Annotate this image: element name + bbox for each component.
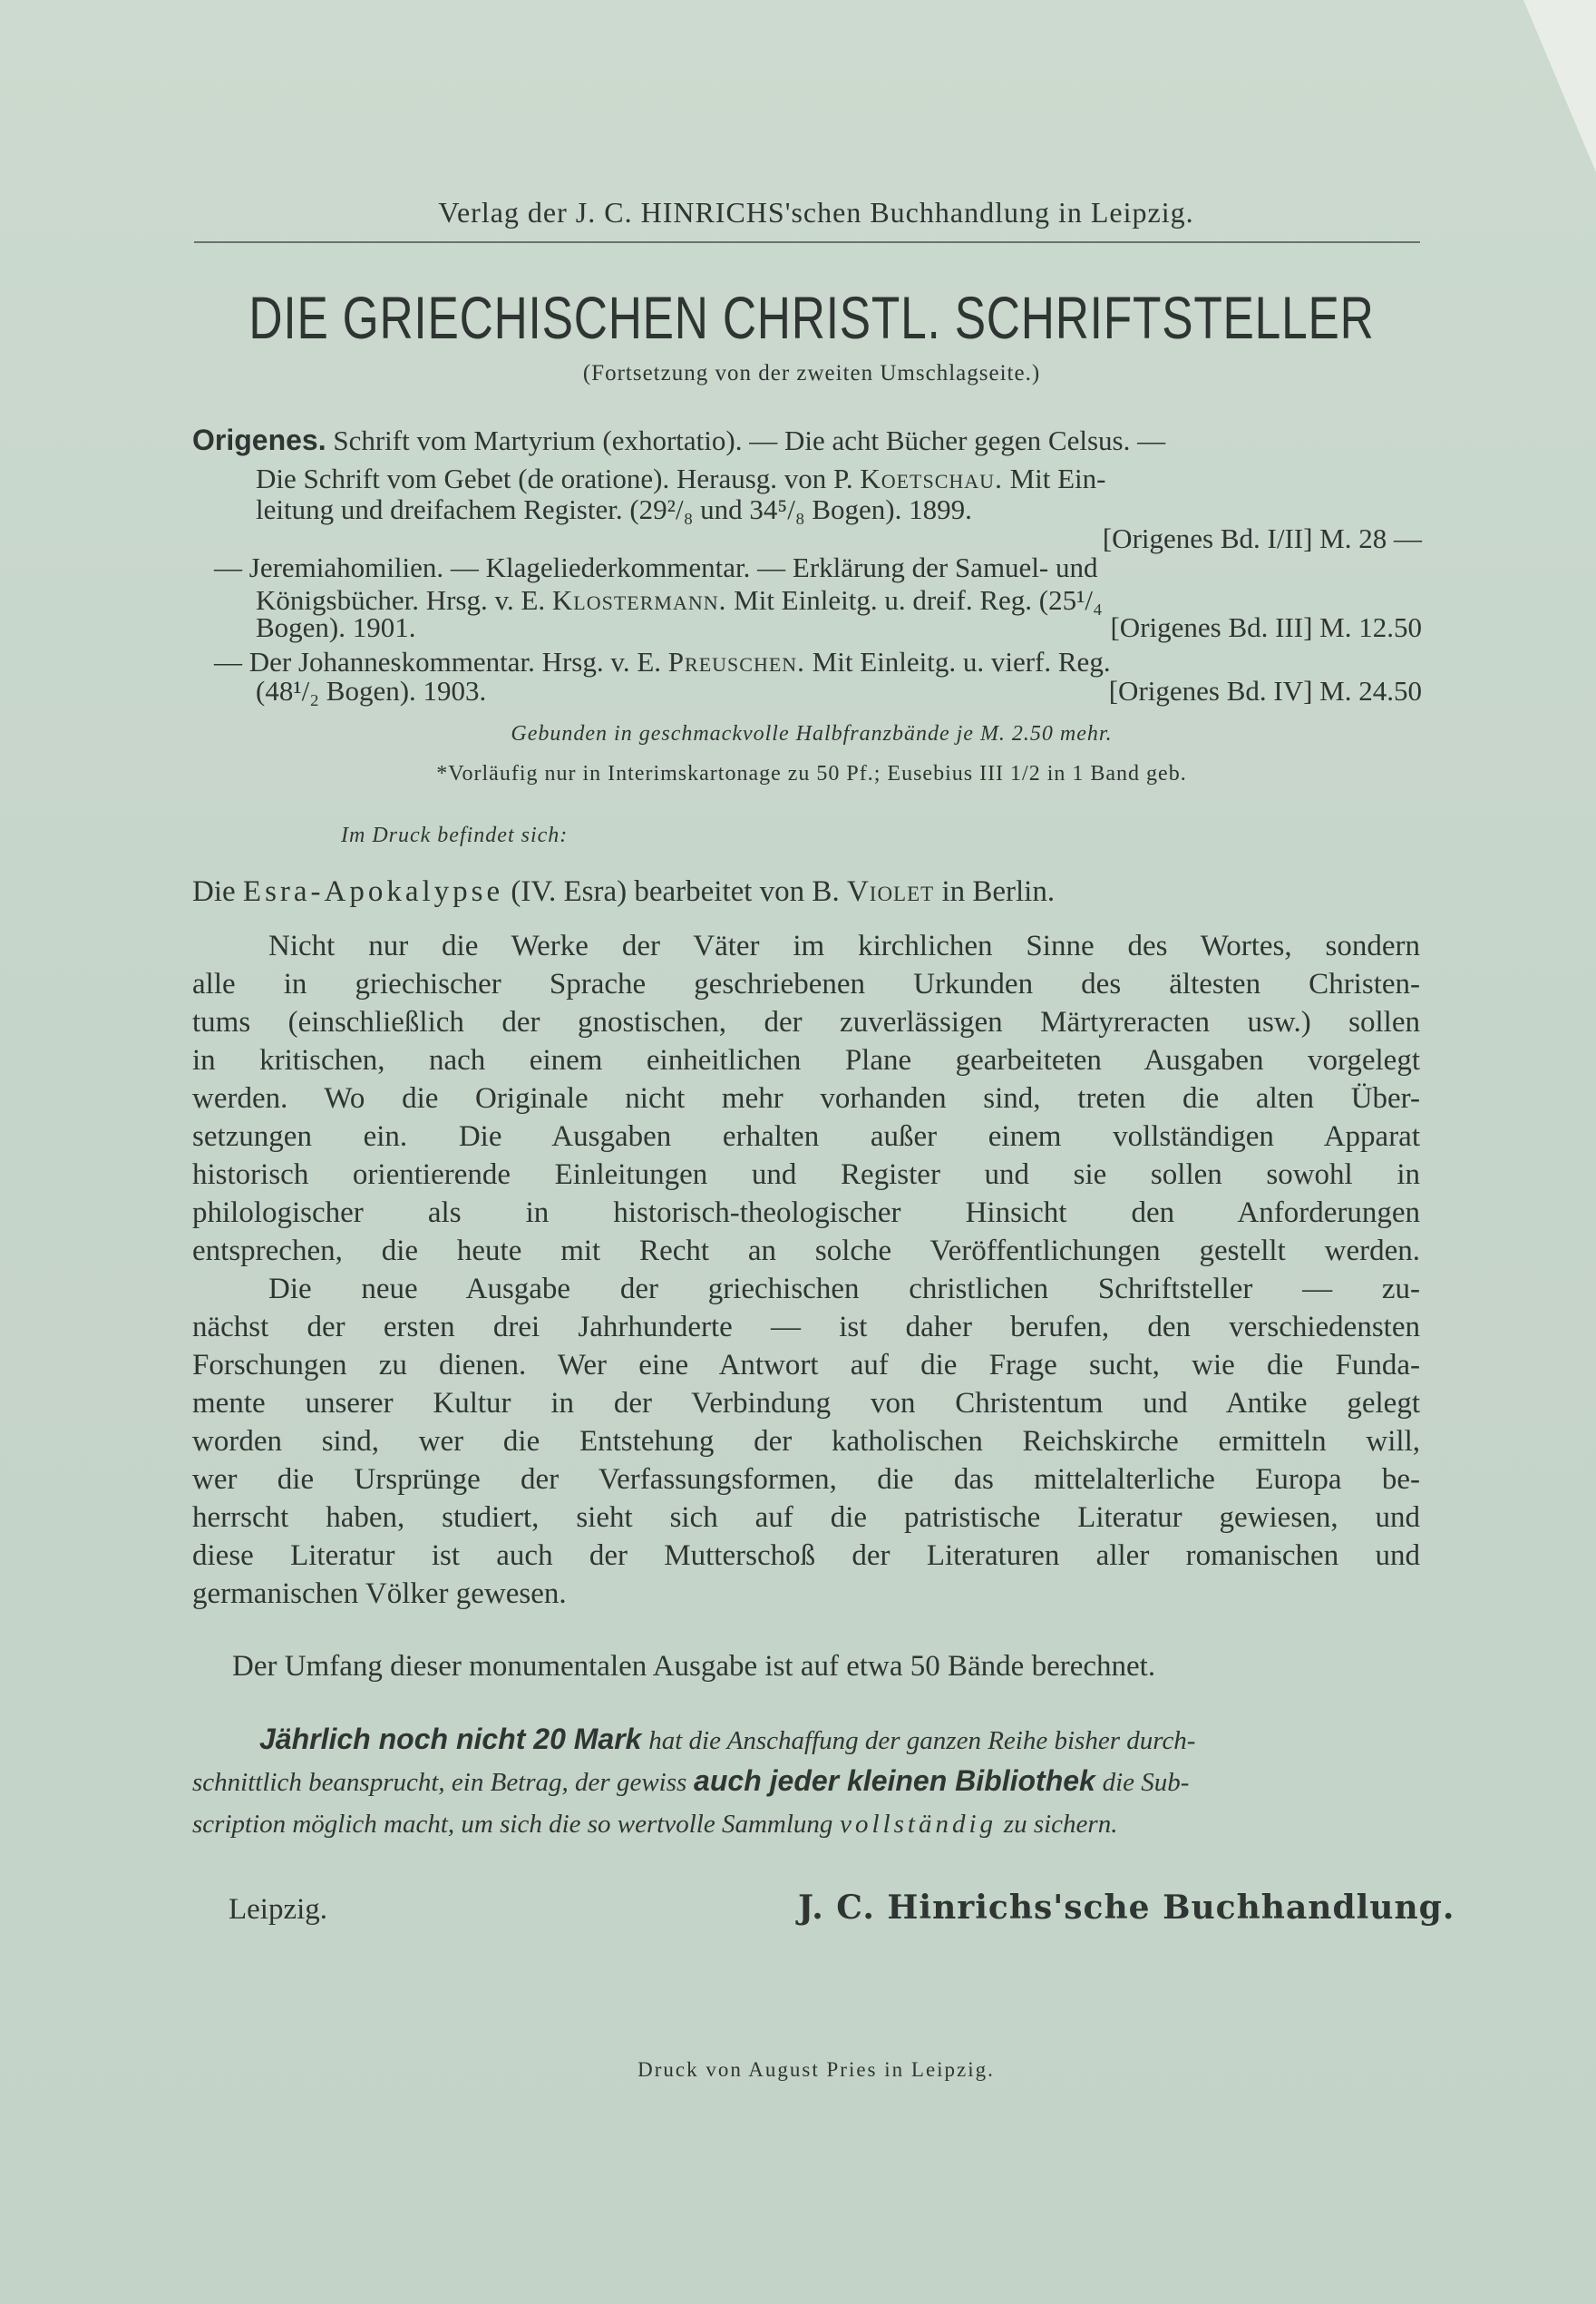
promo-bold-library: auch jeder kleinen Bibliothek	[694, 1764, 1095, 1797]
p1-line: werden. Wo die Originale nicht mehr vorhanden sind, treten die alten Über-	[192, 1082, 1420, 1115]
promo-text3a: scription möglich macht, um sich die so wertvolle Sammlung	[192, 1810, 833, 1839]
p1-line: tums (einschließlich der gnostischen, der zuverlässigen Märtyreracten usw.) sollen	[192, 1006, 1420, 1039]
origenes-heading: Origenes.	[192, 424, 326, 456]
scope-line: Der Umfang dieser monumentalen Ausgabe ist auf etwa 50 Bände berechnet.	[232, 1650, 1156, 1683]
origenes-entry1-price: [Origenes Bd. I/II] M. 28 —	[1102, 522, 1422, 554]
place-leipzig: Leipzig.	[229, 1893, 328, 1926]
p2-line: herrscht haben, studiert, sieht sich auf die patristische Literatur gewiesen, und	[192, 1501, 1420, 1534]
entry3-line1-a: — Der Johanneskommentar. Hrsg. v. E.	[214, 646, 662, 678]
p2-line: Die neue Ausgabe der griechischen christlichen Schriftsteller — zu-	[268, 1273, 1420, 1305]
promo-text2b: die Sub-	[1102, 1768, 1190, 1797]
editor-violet: Violet	[846, 875, 935, 908]
entry1-line2-a: Die Schrift vom Gebet (de oratione). Herausg. von P.	[256, 463, 853, 494]
origenes-entry1-text1: Schrift vom Martyrium (exhortatio). — Die acht Bücher gegen Celsus. —	[333, 425, 1166, 456]
p2-line: germanischen Völker gewesen.	[192, 1577, 567, 1610]
origenes-entry2-line3: Bogen). 1901.	[256, 611, 416, 643]
promo-line2	[192, 1762, 1189, 1802]
origenes-entry3-line2: (48¹/₂ Bogen). 1903.	[256, 675, 487, 707]
promo-text2a: schnittlich beansprucht, ein Betrag, der gewiss	[192, 1768, 687, 1797]
editor-preuschen: Preuschen.	[667, 646, 805, 678]
p1-line: alle in griechischer Sprache geschriebenen Urkunden des ältesten Christen-	[192, 968, 1420, 1001]
paragraph-2	[192, 1270, 1420, 1613]
esra-apokalypse: Esra-Apokalypse	[242, 875, 504, 908]
p2-line: wer die Ursprünge der Verfassungsformen, die das mittelalterliche Europa be-	[192, 1463, 1420, 1496]
paragraph-1	[192, 927, 1420, 1270]
p1-line: philologischer als in historisch-theologischer Hinsicht den Anforderungen	[192, 1196, 1420, 1229]
header-rule	[194, 241, 1420, 243]
entry2-line2-a: Königsbücher. Hrsg. v. E.	[256, 584, 546, 616]
entry2-line2-b: Mit Einleitg. u. dreif. Reg. (25¹/₄	[734, 584, 1103, 616]
p1-line: entsprechen, die heute mit Recht an solche Veröffentlichungen gestellt werden.	[192, 1235, 1420, 1267]
origenes-entry1-line3: leitung und dreifachem Register. (29²/₈ und 34⁵/₈ Bogen). 1899.	[256, 493, 972, 525]
p1-line: in kritischen, nach einem einheitlichen Plane gearbeiteten Ausgaben vorgelegt	[192, 1044, 1420, 1077]
p2-line: Forschungen zu dienen. Wer eine Antwort auf die Frage sucht, wie die Funda-	[192, 1349, 1420, 1381]
series-title: DIE GRIECHISCHEN CHRISTL. SCHRIFTSTELLER	[248, 284, 1375, 351]
promo-line3	[192, 1803, 1117, 1844]
origenes-entry3-price: [Origenes Bd. IV] M. 24.50	[1108, 675, 1422, 707]
interim-note: *Vorläufig nur in Interimskartonage zu 50 Pf.; Eusebius III 1/2 in 1 Band geb.	[436, 762, 1187, 786]
promo-bold-price: Jährlich noch nicht 20 Mark	[259, 1723, 642, 1755]
p1-line: historisch orientierende Einleitungen und Register und sie sollen sowohl in	[192, 1158, 1420, 1191]
entry1-line2-b: Mit Ein-	[1009, 463, 1106, 494]
series-subtitle: (Fortsetzung von der zweiten Umschlagseite.)	[582, 361, 1041, 386]
editor-koetschau: Koetschau.	[860, 463, 1003, 494]
in-print-label: Im Druck befindet sich:	[341, 824, 569, 847]
origenes-entry2-price: [Origenes Bd. III] M. 12.50	[1110, 611, 1422, 643]
p2-line: mente unserer Kultur in der Verbindung von Christentum und Antike gelegt	[192, 1387, 1420, 1420]
p2-line: worden sind, wer die Entstehung der katholischen Reichskirche ermitteln will,	[192, 1425, 1420, 1458]
editor-klostermann: Klostermann.	[551, 584, 727, 616]
binding-note: Gebunden in geschmackvolle Halbfranzbände je M. 2.50 mehr.	[511, 722, 1113, 746]
printer-imprint: Druck von August Pries in Leipzig.	[637, 2058, 995, 2081]
p1-line: setzungen ein. Die Ausgaben erhalten außer einem vollständigen Apparat	[192, 1120, 1420, 1153]
p2-line: diese Literatur ist auch der Mutterschoß der Literaturen aller romanischen und	[192, 1539, 1420, 1572]
promo-vollstaendig: vollständig	[840, 1810, 998, 1839]
p1-line: Nicht nur die Werke der Väter im kirchlichen Sinne des Wortes, sondern	[268, 930, 1420, 962]
in-print-item	[192, 873, 1055, 911]
promo-text3b: zu sichern.	[1003, 1810, 1118, 1839]
publisher-signature: J. C. Hinrichs'sche Buchhandlung.	[798, 1889, 1455, 1927]
promo-line1	[259, 1720, 1195, 1761]
in-print-b: (IV. Esra) bearbeitet von B.	[511, 875, 840, 908]
in-print-c: in Berlin.	[941, 875, 1056, 908]
publisher-line: Verlag der J. C. HINRICHS'schen Buchhandlung in Leipzig.	[438, 196, 1194, 229]
origenes-entry2-line1: — Jeremiahomilien. — Klageliederkommentar. — Erklärung der Samuel- und	[214, 552, 1098, 583]
origenes-entry1-line1	[192, 421, 1165, 460]
in-print-a: Die	[192, 875, 236, 908]
folded-corner	[1523, 0, 1596, 172]
p2-line: nächst der ersten drei Jahrhunderte — ist daher berufen, den verschiedensten	[192, 1311, 1420, 1343]
entry3-line1-b: Mit Einleitg. u. vierf. Reg.	[812, 646, 1111, 678]
promo-text1: hat die Anschaffung der ganzen Reihe bisher durch-	[648, 1726, 1196, 1755]
